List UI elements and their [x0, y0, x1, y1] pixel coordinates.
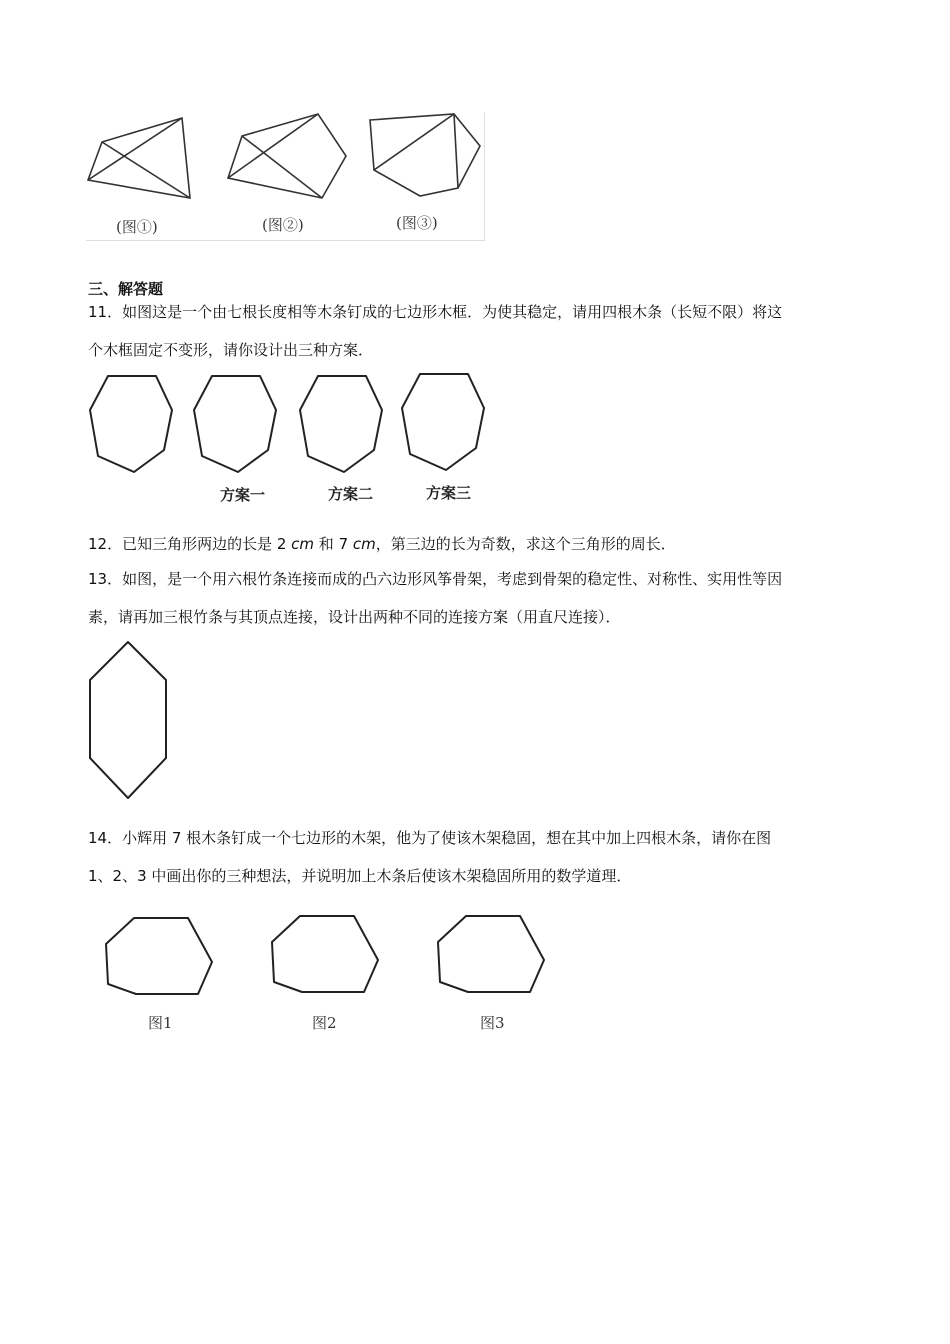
figure-3-caption: (图③): [396, 214, 438, 232]
q11-line-2: 个木框固定不变形，请你设计出三种方案．: [88, 341, 374, 359]
q12-unit-1: cm: [291, 535, 315, 553]
heptagon-plan-2: [296, 372, 396, 476]
heptagon-plan-3: [398, 370, 498, 474]
q13-line-1: 13．如图，是一个用六根竹条连接而成的凸六边形风筝骨架，考虑到骨架的稳定性、对称性、实用性等因: [88, 570, 783, 588]
q13-line-2: 素，请再加三根竹条与其顶点连接，设计出两种不同的连接方案（用直尺连接）．: [88, 608, 621, 626]
q11-line-1: 11．如图这是一个由七根长度相等木条钉成的七边形木框．为使其稳定，请用四根木条（长短不限）将这: [88, 303, 783, 321]
q12-unit-2: cm: [352, 535, 376, 553]
figure-caption-1: 图1: [148, 1014, 173, 1032]
q12-prefix: 12．已知三角形两边的长是 2: [88, 535, 292, 553]
heptagon-plan-1: [190, 372, 290, 476]
plan-3-label: 方案三: [426, 484, 472, 502]
heptagon-original: [86, 372, 186, 476]
figure-1-caption: (图①): [116, 218, 158, 236]
figure-caption-2: 图2: [312, 1014, 337, 1032]
q12-suffix: ，第三边的长为奇数，求这个三角形的周长．: [375, 535, 676, 553]
hexagon-kite-frame: [86, 638, 176, 804]
q14-line-2: 1、2、3 中画出你的三种想法，并说明加上木条后使该木架稳固所用的数学道理．: [88, 867, 632, 885]
heptagon-figure-1: [100, 914, 220, 1004]
q14-line-1: 14．小辉用 7 根木条钉成一个七边形的木架，他为了使该木架稳固，想在其中加上四根木条，请你在图: [88, 829, 772, 847]
q12-middle: 和 7: [314, 535, 353, 553]
plan-2-label: 方案二: [328, 485, 374, 503]
section-title: 三、解答题: [88, 280, 164, 298]
figure-2-caption: (图②): [262, 216, 304, 234]
q12-text: [88, 534, 676, 554]
figure-caption-3: 图3: [480, 1014, 505, 1032]
heptagon-figure-3: [432, 912, 552, 1002]
plan-1-label: 方案一: [220, 486, 266, 504]
heptagon-figure-2: [266, 912, 386, 1002]
